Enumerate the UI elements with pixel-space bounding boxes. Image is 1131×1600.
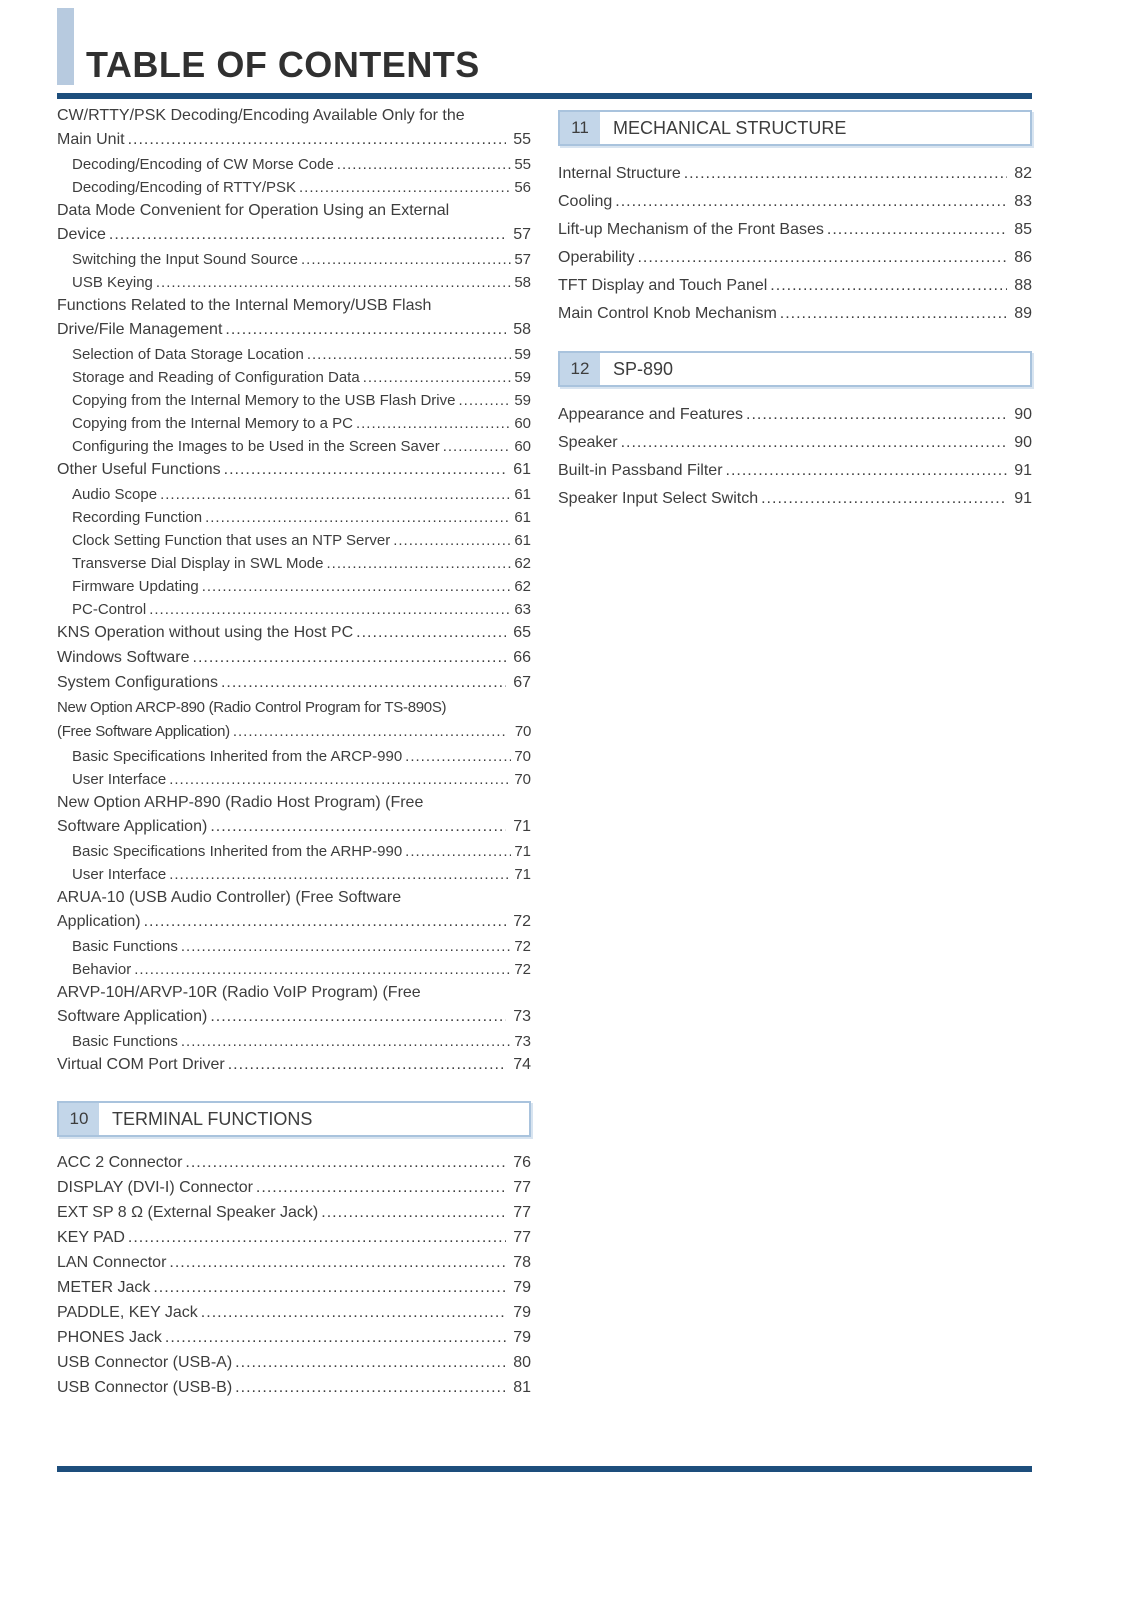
page-number: 80: [513, 1354, 531, 1371]
toc-entry-text: Firmware Updating: [72, 578, 199, 595]
toc-entry-line: New Option ARHP-890 (Radio Host Program) (Free: [57, 794, 424, 811]
toc-entry-text: System Configurations: [57, 674, 218, 691]
toc-entry[interactable]: [57, 248, 531, 271]
dot-leader: [356, 412, 511, 435]
toc-entry[interactable]: [57, 435, 531, 458]
bottom-rule: [57, 1466, 1032, 1472]
toc-entry-line: Data Mode Convenient for Operation Using an External: [57, 202, 450, 219]
toc-entry-last-line: [72, 575, 531, 598]
page-number: 90: [1014, 434, 1032, 451]
toc-entry-last-line: [57, 1226, 531, 1250]
toc-entry-text: ACC 2 Connector: [57, 1154, 183, 1171]
toc-entry-line: CW/RTTY/PSK Decoding/Encoding Available Only for the: [57, 107, 465, 124]
section-title: MECHANICAL STRUCTURE: [613, 117, 847, 138]
dot-leader: [169, 863, 511, 886]
toc-entry[interactable]: [57, 696, 531, 744]
dot-leader: [201, 1301, 506, 1325]
toc-entry-text: Basic Specifications Inherited from the ARHP-990: [72, 843, 403, 860]
toc-entry[interactable]: [57, 1226, 531, 1250]
dot-leader: [761, 485, 1007, 512]
toc-entry-last-line: [57, 1176, 531, 1200]
page-number: 66: [513, 649, 531, 666]
page-number: 88: [1014, 277, 1032, 294]
page-number: 55: [514, 156, 531, 173]
toc-entry-text: Configuring the Images to be Used in the Screen Saver: [72, 438, 440, 455]
dot-leader: [205, 506, 511, 529]
page-number: 73: [513, 1008, 531, 1025]
toc-entry-text: Basic Specifications Inherited from the ARCP-990: [72, 748, 403, 765]
toc-entry-last-line: [72, 343, 531, 366]
toc-entry[interactable]: [57, 1176, 531, 1200]
page-number: 57: [513, 226, 531, 243]
toc-entry-text: USB Keying: [72, 274, 153, 291]
toc-entry-last-line: [72, 271, 531, 294]
toc-entry-last-line: [57, 1301, 531, 1325]
toc-entry[interactable]: [57, 483, 531, 506]
dot-leader: [637, 244, 1007, 271]
section-header-10: [57, 1101, 531, 1137]
page-number: 79: [513, 1329, 531, 1346]
toc-entry-last-line: [558, 216, 1032, 243]
toc-entry[interactable]: [57, 958, 531, 981]
dot-leader: [160, 483, 511, 506]
toc-entry-text: METER Jack: [57, 1279, 151, 1296]
page-number: 73: [514, 1033, 531, 1050]
page-number: 63: [514, 601, 531, 618]
toc-entry-last-line: [57, 318, 531, 342]
dot-leader: [458, 389, 511, 412]
toc-entry-last-line: [57, 815, 531, 839]
toc-entry-text: Selection of Data Storage Location: [72, 346, 304, 363]
toc-entry-text: Basic Functions: [72, 938, 178, 955]
toc-entry-text: Lift-up Mechanism of the Front Bases: [558, 221, 824, 238]
dot-leader: [337, 153, 512, 176]
toc-entry-text: Other Useful Functions: [57, 461, 221, 478]
toc-entry-text: Copying from the Internal Memory to a PC: [72, 415, 353, 432]
toc-entry-text: Appearance and Features: [558, 406, 744, 423]
dot-leader: [299, 176, 511, 199]
page-number: 77: [513, 1179, 531, 1196]
toc-entry-last-line: [558, 188, 1032, 215]
dot-leader: [156, 271, 511, 294]
section-number: 12: [560, 353, 600, 385]
dot-leader: [128, 1226, 506, 1250]
toc-entry-last-line: [72, 598, 531, 621]
toc-entry[interactable]: [558, 401, 1032, 428]
toc-entry[interactable]: [558, 300, 1032, 327]
toc-entry[interactable]: [57, 271, 531, 294]
toc-entry[interactable]: [57, 176, 531, 199]
page-number: 58: [514, 274, 531, 291]
toc-entry[interactable]: [558, 244, 1032, 271]
toc-entry-last-line: [558, 244, 1032, 271]
toc-entry[interactable]: [57, 153, 531, 176]
dot-leader: [128, 128, 507, 152]
toc-entry-last-line: [72, 248, 531, 271]
page-number: 65: [513, 624, 531, 641]
toc-entry-last-line: [57, 1251, 531, 1275]
toc-entry-last-line: [57, 910, 531, 934]
toc-entry[interactable]: [558, 272, 1032, 299]
toc-entry-text: Basic Functions: [72, 1033, 178, 1050]
toc-entry-last-line: [57, 128, 531, 152]
page-number: 62: [514, 578, 531, 595]
page-number: 83: [1014, 193, 1032, 210]
toc-entry[interactable]: [57, 1053, 531, 1077]
section-title: SP-890: [613, 358, 674, 379]
page-number: 85: [1014, 221, 1032, 238]
toc-entry-text: Operability: [558, 249, 635, 266]
toc-entry-last-line: [558, 429, 1032, 456]
toc-entry-last-line: [72, 529, 531, 552]
page-number: 70: [514, 771, 531, 788]
dot-leader: [169, 1251, 506, 1275]
page-number: 89: [1014, 305, 1032, 322]
toc-entry[interactable]: [558, 457, 1032, 484]
toc-entry[interactable]: [558, 216, 1032, 243]
toc-entry-last-line: [57, 1005, 531, 1029]
toc-entry-last-line: [57, 646, 531, 670]
toc-entry-text: PC-Control: [72, 601, 147, 618]
toc-entry-last-line: [57, 1053, 531, 1077]
toc-entry[interactable]: [57, 768, 531, 791]
dot-leader: [746, 401, 1007, 428]
toc-entry-text: Behavior: [72, 961, 132, 978]
page-number: 67: [513, 674, 531, 691]
toc-entry-last-line: [558, 300, 1032, 327]
page-number: 59: [514, 369, 531, 386]
toc-entry-last-line: [57, 223, 531, 247]
dot-leader: [363, 366, 512, 389]
dot-leader: [393, 529, 511, 552]
toc-entry-line: New Option ARCP-890 (Radio Control Program for TS-890S): [57, 699, 447, 716]
toc-entry-last-line: [57, 720, 531, 744]
toc-entry-last-line: [558, 160, 1032, 187]
toc-entry-last-line: [57, 1151, 531, 1175]
toc-entry[interactable]: [57, 1030, 531, 1053]
dot-leader: [405, 745, 511, 768]
section-header-12: [558, 351, 1032, 387]
toc-entry[interactable]: [57, 1251, 531, 1275]
toc-entry-last-line: [72, 506, 531, 529]
dot-leader: [153, 1276, 506, 1300]
dot-leader: [726, 457, 1008, 484]
page-number: 60: [514, 438, 531, 455]
toc-entry-last-line: [72, 863, 531, 886]
toc-entry[interactable]: [57, 552, 531, 575]
page-number: 60: [514, 415, 531, 432]
toc-entry[interactable]: [57, 1376, 531, 1400]
toc-entry-last-line: [57, 1351, 531, 1375]
toc-entry[interactable]: [57, 529, 531, 552]
toc-entry-text: PADDLE, KEY Jack: [57, 1304, 198, 1321]
page-number: 72: [514, 938, 531, 955]
toc-entry-text: Drive/File Management: [57, 321, 223, 338]
dot-leader: [770, 272, 1007, 299]
dot-leader: [210, 815, 506, 839]
toc-entry[interactable]: [57, 671, 531, 695]
dot-leader: [210, 1005, 506, 1029]
page-number: 59: [514, 392, 531, 409]
toc-entry-text: Audio Scope: [72, 486, 158, 503]
toc-entry[interactable]: [57, 366, 531, 389]
dot-leader: [615, 188, 1007, 215]
dot-leader: [181, 1030, 511, 1053]
page-number: 72: [513, 913, 531, 930]
toc-entry-text: USB Connector (USB-A): [57, 1354, 233, 1371]
section-header-11: [558, 110, 1032, 146]
page-number: 91: [1014, 490, 1032, 507]
page-number: 56: [514, 179, 531, 196]
section-number: 11: [560, 112, 600, 144]
toc-entry[interactable]: [57, 294, 531, 342]
toc-entry-text: USB Connector (USB-B): [57, 1379, 233, 1396]
page-number: 79: [513, 1304, 531, 1321]
toc-entry-last-line: [558, 401, 1032, 428]
toc-entry[interactable]: [57, 343, 531, 366]
toc-entry-text: Virtual COM Port Driver: [57, 1056, 225, 1073]
dot-leader: [221, 671, 506, 695]
toc-entry-text: KNS Operation without using the Host PC: [57, 624, 354, 641]
toc-entry-last-line: [72, 768, 531, 791]
dot-leader: [144, 910, 507, 934]
toc-entry[interactable]: [558, 485, 1032, 512]
page-number: 79: [513, 1279, 531, 1296]
toc-entry-text: User Interface: [72, 866, 167, 883]
dot-leader: [780, 300, 1007, 327]
dot-leader: [301, 248, 511, 271]
toc-entry-text: Internal Structure: [558, 165, 681, 182]
toc-entry-text: (Free Software Application): [57, 723, 230, 740]
toc-entry[interactable]: [558, 160, 1032, 187]
toc-entry[interactable]: [57, 981, 531, 1029]
page-number: 77: [513, 1229, 531, 1246]
toc-entry-last-line: [72, 176, 531, 199]
toc-entry[interactable]: [57, 506, 531, 529]
page-number: 77: [513, 1204, 531, 1221]
page-number: 61: [514, 486, 531, 503]
toc-entry-last-line: [72, 935, 531, 958]
toc-entry-text: Built-in Passband Filter: [558, 462, 723, 479]
page-number: 81: [513, 1379, 531, 1396]
dot-leader: [307, 343, 511, 366]
page-number: 55: [513, 131, 531, 148]
toc-entry-text: EXT SP 8 Ω (External Speaker Jack): [57, 1204, 319, 1221]
dot-leader: [228, 1053, 506, 1077]
toc-entry-text: PHONES Jack: [57, 1329, 162, 1346]
toc-entry-last-line: [72, 412, 531, 435]
dot-leader: [149, 598, 511, 621]
dot-leader: [181, 935, 511, 958]
toc-entry-last-line: [57, 671, 531, 695]
toc-entry-last-line: [72, 389, 531, 412]
dot-leader: [321, 1201, 506, 1225]
page-number: 71: [514, 843, 531, 860]
toc-entry-text: User Interface: [72, 771, 167, 788]
toc-columns: [57, 104, 1032, 1401]
page-number: 74: [513, 1056, 531, 1073]
dot-leader: [326, 552, 511, 575]
toc-entry-text: Application): [57, 913, 141, 930]
toc-entry-last-line: [57, 1201, 531, 1225]
page-number: 59: [514, 346, 531, 363]
page-number: 91: [1014, 462, 1032, 479]
toc-entry-text: Clock Setting Function that uses an NTP Server: [72, 532, 391, 549]
dot-leader: [202, 575, 512, 598]
toc-entry-last-line: [57, 621, 531, 645]
toc-entry-last-line: [558, 485, 1032, 512]
toc-entry-last-line: [72, 435, 531, 458]
toc-entry-last-line: [57, 1376, 531, 1400]
toc-entry[interactable]: [57, 1301, 531, 1325]
toc-entry-text: Software Application): [57, 818, 208, 835]
dot-leader: [356, 621, 506, 645]
page-number: 70: [514, 748, 531, 765]
toc-entry-text: KEY PAD: [57, 1229, 125, 1246]
page-number: 58: [513, 321, 531, 338]
dot-leader: [165, 1326, 506, 1350]
page-number: 72: [514, 961, 531, 978]
toc-entry-text: Decoding/Encoding of RTTY/PSK: [72, 179, 297, 196]
top-rule: [57, 93, 1032, 99]
page-title: TABLE OF CONTENTS: [86, 44, 480, 85]
toc-entry-last-line: [72, 958, 531, 981]
toc-entry-last-line: [558, 272, 1032, 299]
toc-entry[interactable]: [57, 791, 531, 839]
toc-entry-last-line: [72, 552, 531, 575]
dot-leader: [185, 1151, 506, 1175]
page-number: 57: [514, 251, 531, 268]
dot-leader: [684, 160, 1007, 187]
toc-entry[interactable]: [57, 1276, 531, 1300]
page-number: 71: [513, 818, 531, 835]
toc-entry[interactable]: [57, 575, 531, 598]
toc-entry-text: Device: [57, 226, 106, 243]
toc-entry-text: Recording Function: [72, 509, 203, 526]
toc-entry[interactable]: [558, 188, 1032, 215]
toc-entry-last-line: [72, 153, 531, 176]
page-number: 61: [514, 532, 531, 549]
dot-leader: [256, 1176, 506, 1200]
toc-entry-line: ARUA-10 (USB Audio Controller) (Free Software: [57, 889, 402, 906]
toc-entry[interactable]: [57, 935, 531, 958]
toc-entry-text: Cooling: [558, 193, 613, 210]
page-number: 62: [514, 555, 531, 572]
dot-leader: [827, 216, 1007, 243]
toc-entry-text: DISPLAY (DVI-I) Connector: [57, 1179, 253, 1196]
toc-entry[interactable]: [57, 1351, 531, 1375]
dot-leader: [134, 958, 511, 981]
toc-entry[interactable]: [57, 646, 531, 670]
toc-entry-text: Software Application): [57, 1008, 208, 1025]
dot-leader: [225, 318, 506, 342]
toc-entry[interactable]: [57, 745, 531, 768]
toc-entry-last-line: [558, 457, 1032, 484]
toc-entry-last-line: [72, 1030, 531, 1053]
toc-entry[interactable]: [57, 886, 531, 934]
section-number: 10: [59, 1103, 99, 1135]
page-number: 70: [514, 723, 531, 740]
page-number: 61: [513, 461, 531, 478]
toc-entry[interactable]: [57, 1326, 531, 1350]
page-number: 82: [1014, 165, 1032, 182]
toc-entry-text: Decoding/Encoding of CW Morse Code: [72, 156, 334, 173]
toc-entry[interactable]: [57, 621, 531, 645]
page-number: 71: [514, 866, 531, 883]
toc-entry[interactable]: [57, 598, 531, 621]
toc-entry-last-line: [57, 1276, 531, 1300]
dot-leader: [621, 429, 1008, 456]
toc-left-column: [57, 104, 531, 1401]
toc-entry-text: LAN Connector: [57, 1254, 167, 1271]
toc-entry-text: Transverse Dial Display in SWL Mode: [72, 555, 324, 572]
dot-leader: [235, 1351, 506, 1375]
toc-entry-last-line: [72, 745, 531, 768]
toc-entry-last-line: [72, 840, 531, 863]
toc-entry-last-line: [72, 366, 531, 389]
toc-entry-last-line: [57, 458, 531, 482]
toc-entry-text: Switching the Input Sound Source: [72, 251, 298, 268]
toc-entry-last-line: [57, 1326, 531, 1350]
toc-entry[interactable]: [57, 104, 531, 152]
toc-entry-text: Copying from the Internal Memory to the USB Flash Drive: [72, 392, 456, 409]
toc-entry-last-line: [72, 483, 531, 506]
section-title: TERMINAL FUNCTIONS: [112, 1108, 313, 1129]
dot-leader: [443, 435, 512, 458]
toc-entry-text: Main Control Knob Mechanism: [558, 305, 777, 322]
toc-entry[interactable]: [57, 199, 531, 247]
toc-entry[interactable]: [558, 429, 1032, 456]
toc-entry-line: Functions Related to the Internal Memory/USB Flash: [57, 297, 432, 314]
toc-entry-text: Windows Software: [57, 649, 190, 666]
dot-leader: [169, 768, 511, 791]
toc-entry-line: ARVP-10H/ARVP-10R (Radio VoIP Program) (Free: [57, 984, 421, 1001]
page-number: 78: [513, 1254, 531, 1271]
toc-entry[interactable]: [57, 458, 531, 482]
toc-entry[interactable]: [57, 1151, 531, 1175]
toc-entry[interactable]: [57, 840, 531, 863]
dot-leader: [235, 1376, 506, 1400]
toc-entry-text: Speaker Input Select Switch: [558, 490, 759, 507]
toc-entry-text: Main Unit: [57, 131, 125, 148]
page-number: 76: [513, 1154, 531, 1171]
title-accent-bar: [57, 8, 74, 85]
dot-leader: [405, 840, 511, 863]
toc-entry[interactable]: [57, 863, 531, 886]
toc-entry[interactable]: [57, 1201, 531, 1225]
page-number: 61: [514, 509, 531, 526]
dot-leader: [224, 458, 507, 482]
toc-entry[interactable]: [57, 389, 531, 412]
toc-right-column: [558, 104, 1032, 513]
page-number: 90: [1014, 406, 1032, 423]
toc-entry-text: Storage and Reading of Configuration Data: [72, 369, 360, 386]
toc-entry[interactable]: [57, 412, 531, 435]
page-number: 86: [1014, 249, 1032, 266]
dot-leader: [233, 720, 508, 744]
toc-entry-text: Speaker: [558, 434, 618, 451]
dot-leader: [109, 223, 506, 247]
toc-entry-text: TFT Display and Touch Panel: [558, 277, 768, 294]
dot-leader: [193, 646, 507, 670]
